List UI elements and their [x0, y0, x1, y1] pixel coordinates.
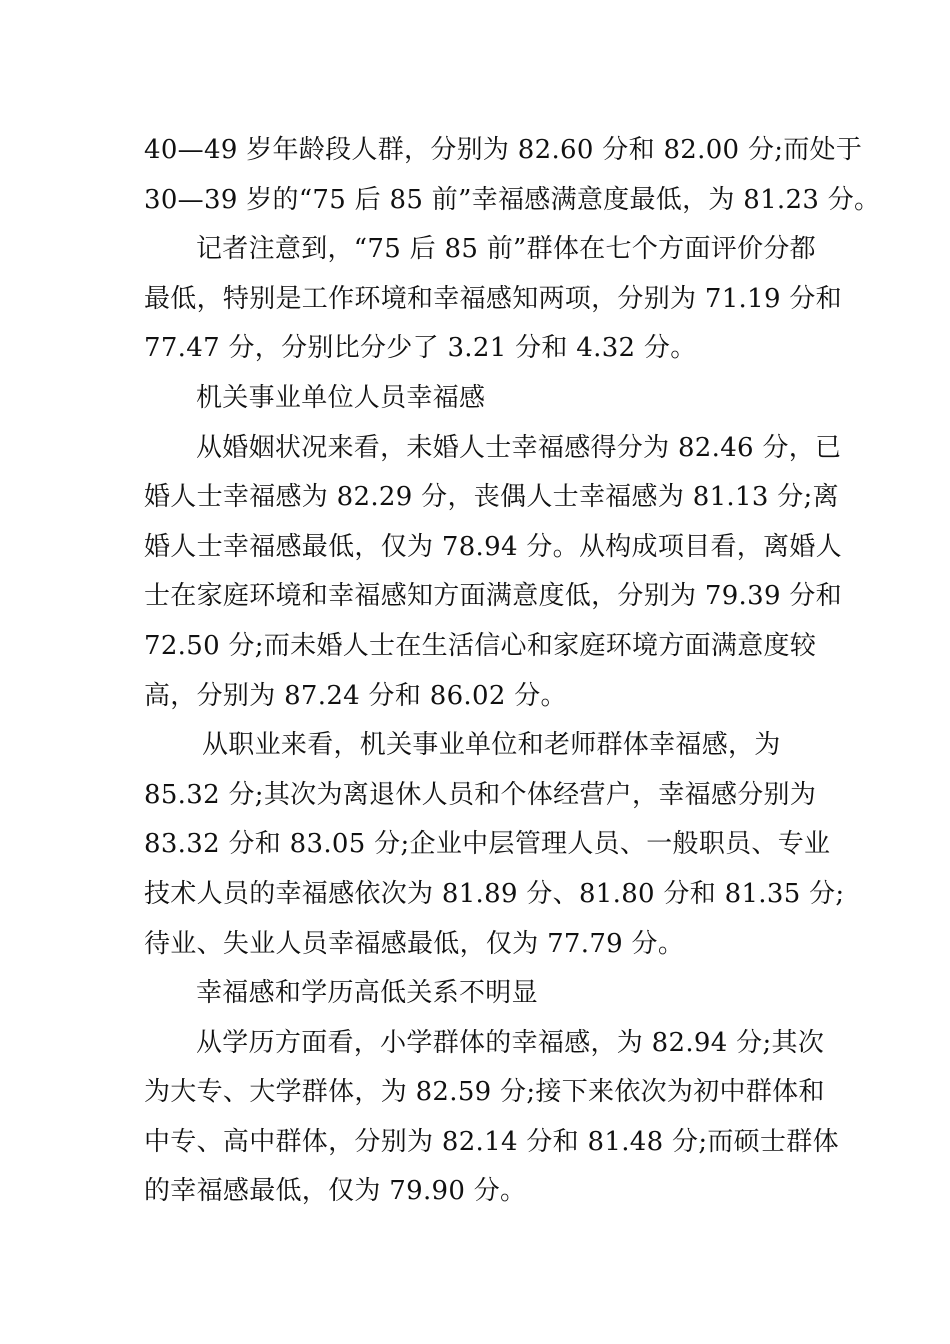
text-line: 的幸福感最低，仅为 79.90 分。	[144, 1176, 527, 1207]
paragraph-start-line: 记者注意到，“75 后 85 前”群体在七个方面评价分都	[196, 234, 816, 265]
text-line: 30—39 岁的“75 后 85 前”幸福感满意度最低，为 81.23 分。	[144, 184, 881, 215]
section-heading: 机关事业单位人员幸福感	[196, 382, 486, 413]
text-line: 高，分别为 87.24 分和 86.02 分。	[144, 680, 567, 711]
text-line: 技术人员的幸福感依次为 81.89 分、81.80 分和 81.35 分;	[144, 878, 845, 909]
paragraph-start-line: 从学历方面看，小学群体的幸福感，为 82.94 分;其次	[196, 1027, 825, 1058]
document-body	[144, 126, 881, 1217]
text-line: 83.32 分和 83.05 分;企业中层管理人员、一般职员、专业	[144, 829, 831, 860]
paragraph-start-line: 从职业来看，机关事业单位和老师群体幸福感，为	[202, 730, 781, 761]
text-line: 中专、高中群体，分别为 82.14 分和 81.48 分;而硕士群体	[144, 1126, 839, 1157]
paragraph-start-line: 从婚姻状况来看，未婚人士幸福感得分为 82.46 分，已	[196, 432, 842, 463]
section-heading: 幸福感和学历高低关系不明显	[196, 978, 538, 1009]
text-line: 72.50 分;而未婚人士在生活信心和家庭环境方面满意度较	[144, 630, 817, 661]
text-line: 婚人士幸福感最低，仅为 78.94 分。从构成项目看，离婚人	[144, 531, 842, 562]
text-line: 士在家庭环境和幸福感知方面满意度低，分别为 79.39 分和	[144, 581, 842, 612]
text-line: 85.32 分;其次为离退休人员和个体经营户，幸福感分别为	[144, 779, 817, 810]
text-line: 77.47 分，分别比分少了 3.21 分和 4.32 分。	[144, 333, 697, 364]
text-line: 最低，特别是工作环境和幸福感知两项，分别为 71.19 分和	[144, 283, 842, 314]
text-line: 40—49 岁年龄段人群，分别为 82.60 分和 82.00 分;而处于	[144, 135, 863, 165]
text-line: 为大专、大学群体，为 82.59 分;接下来依次为初中群体和	[144, 1077, 825, 1108]
text-line: 婚人士幸福感为 82.29 分，丧偶人士幸福感为 81.13 分;离	[144, 482, 839, 513]
text-line: 待业、失业人员幸福感最低，仅为 77.79 分。	[144, 928, 685, 959]
